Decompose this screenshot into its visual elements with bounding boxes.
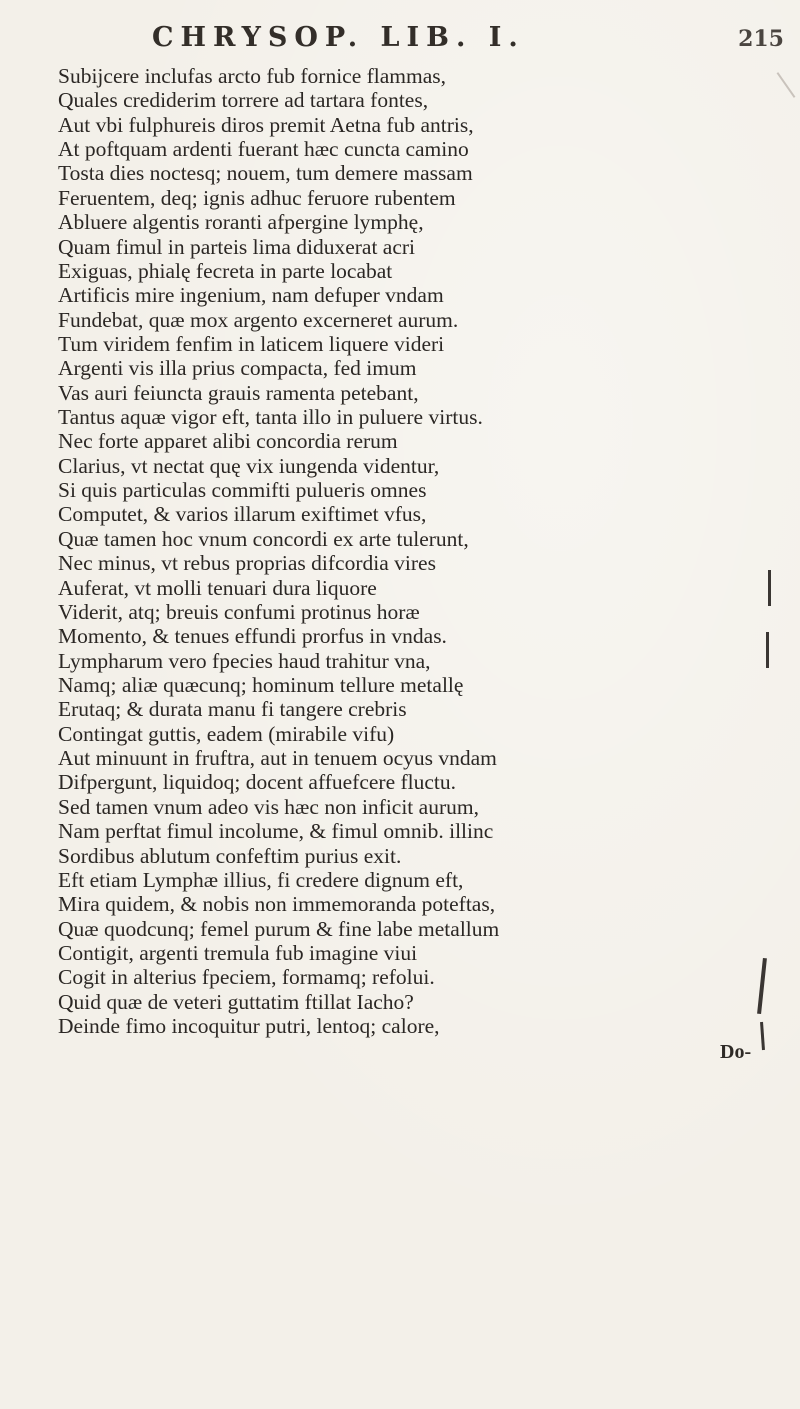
margin-ink-mark bbox=[768, 570, 771, 606]
verse-line: Artificis mire ingenium, nam defuper vndam bbox=[58, 283, 444, 308]
verse-line: Aut minuunt in fruftra, aut in tenuem ocyus vndam bbox=[58, 746, 497, 771]
verse-line: Tosta dies noctesq; nouem, tum demere massam bbox=[58, 161, 473, 186]
verse-line: Momento, & tenues effundi prorfus in vndas. bbox=[58, 624, 447, 649]
catchword: Do- bbox=[720, 1041, 752, 1063]
margin-ink-mark bbox=[766, 632, 769, 668]
verse-line: Auferat, vt molli tenuari dura liquore bbox=[58, 575, 377, 600]
verse-line: Nam perftat fimul incolume, & fimul omnib. illinc bbox=[58, 819, 494, 844]
verse-line: Mira quidem, & nobis non immemoranda poteftas, bbox=[58, 892, 496, 917]
verse-line: Namq; aliæ quæcunq; hominum tellure metallę bbox=[58, 672, 464, 697]
page-header bbox=[152, 22, 792, 62]
verse-line: Contingat guttis, eadem (mirabile vifu) bbox=[58, 721, 395, 746]
poem-text bbox=[58, 64, 758, 1038]
verse-line: Exiguas, phialę fecreta in parte locabat bbox=[58, 258, 393, 283]
verse-line: Quales crediderim torrere ad tartara fontes, bbox=[58, 88, 429, 113]
verse-line: Tantus aquæ vigor eft, tanta illo in puluere virtus. bbox=[58, 405, 483, 430]
verse-line: Abluere algentis roranti afpergine lymphę, bbox=[58, 210, 424, 235]
verse-line: Difpergunt, liquidoq; docent affuefcere fluctu. bbox=[58, 770, 457, 795]
verse-line: Quid quæ de veteri guttatim ftillat Iacho? bbox=[58, 989, 414, 1014]
verse-line: Quam fimul in parteis lima diduxerat acri bbox=[58, 234, 416, 259]
verse-line: Erutaq; & durata manu fi tangere crebris bbox=[58, 697, 407, 722]
verse-line: Clarius, vt nectat quę vix iungenda videntur, bbox=[58, 453, 440, 478]
margin-faint-stroke bbox=[777, 72, 796, 98]
verse-line: Sed tamen vnum adeo vis hæc non inficit aurum, bbox=[58, 794, 479, 819]
verse-line: Vas auri feiuncta grauis ramenta petebant, bbox=[58, 380, 419, 405]
verse-line: Fundebat, quæ mox argento excerneret aurum. bbox=[58, 307, 459, 332]
verse-line: Nec minus, vt rebus proprias difcordia vires bbox=[58, 551, 436, 576]
page-number: 215 bbox=[738, 26, 784, 52]
verse-line: Quæ tamen hoc vnum concordi ex arte tulerunt, bbox=[58, 526, 469, 551]
verse-line: Aut vbi fulphureis diros premit Aetna fub antris, bbox=[58, 112, 474, 137]
verse-line: Argenti vis illa prius compacta, fed imum bbox=[58, 356, 417, 381]
running-head: CHRYSOP. LIB. I. bbox=[152, 22, 525, 53]
verse-line: Sordibus ablutum confeftim purius exit. bbox=[58, 843, 402, 868]
verse-line: Cogit in alterius fpeciem, formamq; refolui. bbox=[58, 965, 435, 990]
verse-line: Feruentem, deq; ignis adhuc feruore rubentem bbox=[58, 185, 456, 210]
verse-line: Tum viridem fenfim in laticem liquere videri bbox=[58, 331, 445, 356]
verse-line: Subijcere inclufas arcto fub fornice flammas, bbox=[58, 64, 447, 88]
verse-line: At poftquam ardenti fuerant hæc cuncta camino bbox=[58, 137, 469, 162]
margin-ink-mark bbox=[757, 958, 767, 1014]
verse-line: Lympharum vero fpecies haud trahitur vna, bbox=[58, 648, 431, 673]
margin-ink-mark bbox=[760, 1022, 765, 1050]
verse-line: Contigit, argenti tremula fub imagine viui bbox=[58, 940, 418, 965]
verse-line: Computet, & varios illarum exiftimet vfus, bbox=[58, 502, 427, 527]
verse-line: Deinde fimo incoquitur putri, lentoq; calore, bbox=[58, 1014, 440, 1039]
verse-line: Viderit, atq; breuis confumi protinus horæ bbox=[58, 599, 420, 624]
verse-line: Quæ quodcunq; femel purum & fine labe metallum bbox=[58, 916, 500, 941]
verse-line: Si quis particulas commifti pulueris omnes bbox=[58, 478, 427, 503]
verse-line: Nec forte apparet alibi concordia rerum bbox=[58, 429, 398, 454]
verse-line: Eft etiam Lymphæ illius, fi credere dignum eft, bbox=[58, 867, 464, 892]
